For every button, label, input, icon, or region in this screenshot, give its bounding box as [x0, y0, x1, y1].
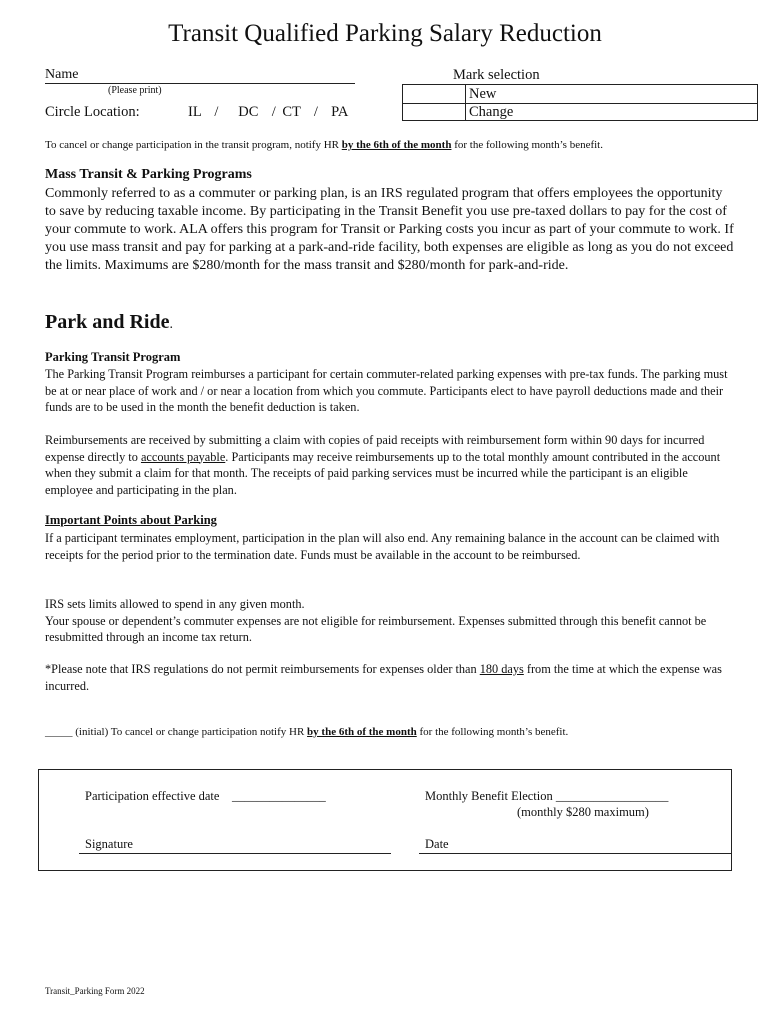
name-label: Name: [45, 67, 79, 82]
initial-tail: for the following month’s benefit.: [416, 726, 569, 738]
reimbursements-tail: . Participants may receive reimbursements up to the total monthly amount contributed in the account when they submit a claim for that month. The receipts of paid parking services must be incurred while the participant is an eligible employee and participating in the plan.: [45, 449, 721, 497]
mark-option-change-label: Change: [469, 104, 514, 120]
reimbursements-text: Reimbursements are received by submitting a claim with copies of paid receipts with reimbursement form within 90 days for incurred expense directly to: [45, 433, 705, 464]
parking-transit-heading: Parking Transit Program: [45, 350, 181, 364]
initial-acknowledgement[interactable]: [45, 724, 568, 740]
irs-limits-line: IRS sets limits allowed to spend in any given month.: [45, 597, 305, 611]
cancel-note-tail: for the following month’s benefit.: [451, 139, 603, 151]
mark-option-new-label: New: [469, 86, 497, 102]
dependents-expenses-text: Your spouse or dependent’s commuter expenses are not eligible for reimbursement. Expenses submitted through this benefit cannot be resubmitted through an income tax return.: [45, 613, 707, 645]
mark-option-change[interactable]: [403, 103, 757, 121]
page-title: Transit Qualified Parking Salary Reduction: [168, 20, 602, 47]
important-points-heading: Important Points about Parking: [45, 513, 217, 527]
date-label: Date: [425, 837, 449, 851]
signature-line[interactable]: [79, 853, 391, 854]
participation-date-blank: _______________: [231, 789, 326, 803]
cancel-note-text: To cancel or change participation in the transit program, notify HR: [45, 139, 342, 151]
monthly-maximum-note: (monthly $280 maximum): [517, 805, 649, 819]
irs-limits-paragraph: [45, 596, 735, 646]
initial-text: _____ (initial) To cancel or change participation notify HR: [45, 726, 308, 738]
important-points-body: If a participant terminates employment, participation in the plan will also end. Any remaining balance in the account can be claimed with receipts for the period prior to the termination date. Funds must be available in the account to be reimbursed.: [45, 531, 720, 562]
cancel-note: [45, 137, 603, 153]
park-and-ride-title: Park and Ride: [45, 311, 170, 333]
irs-note-paragraph: [45, 661, 735, 694]
mark-option-new[interactable]: [403, 85, 757, 104]
parking-transit-body: The Parking Transit Program reimburses a participant for certain commuter-related parking expenses with pre-tax funds. The parking must be at or near place of work and / or near a location from which you commute. Participants elect to have payroll deductions made and their funds are to be used in the month the benefit deduction is taken.: [45, 367, 728, 415]
form-footer: Transit_Parking Form 2022: [45, 986, 145, 996]
mass-transit-heading: Mass Transit & Parking Programs: [45, 167, 252, 182]
mark-selection-label: Mark selection: [453, 67, 540, 83]
mass-transit-body: Commonly referred to as a commuter or parking plan, is an IRS regulated program that offers employees the opportunity to save by reducing taxable income. By participating in the Transit Benefit you use pre-taxed dollars to pay for the cost of your commute to work. ALA offers this program for Transit or Parking costs you incur as part of your commute to work. If you use mass transit and pay for parking at a park-and-ride facility, both expenses are eligible as long as you do not exceed the limits. Maximums are $280/month for the mass transit and $280/month for park-and-ride.: [45, 186, 734, 273]
signature-label: Signature: [85, 837, 133, 851]
cancel-note-deadline: by the 6th of the month: [341, 139, 452, 151]
irs-note-tail: from the time at which the expense was incurred.: [45, 662, 722, 693]
participation-date-label: Participation effective date: [85, 789, 220, 803]
days-limit-text: 180 days: [479, 662, 524, 676]
please-print-note: (Please print): [108, 85, 162, 96]
signature-box: [38, 769, 732, 871]
mark-selection-box: [402, 84, 758, 121]
accounts-payable-text: accounts payable: [140, 449, 226, 464]
date-line[interactable]: [419, 853, 731, 854]
participation-date-field[interactable]: [85, 789, 326, 804]
circle-location-label: Circle Location:: [45, 104, 140, 120]
irs-note-text: *Please note that IRS regulations do not permit reimbursements for expenses older than: [45, 662, 480, 676]
name-input-line[interactable]: [45, 83, 355, 84]
initial-deadline: by the 6th of the month: [307, 726, 417, 738]
monthly-benefit-election-field[interactable]: Monthly Benefit Election __________________: [425, 789, 669, 803]
park-and-ride-heading: [45, 311, 173, 334]
park-and-ride-period: .: [169, 317, 173, 332]
reimbursements-paragraph: [45, 432, 735, 498]
location-options[interactable]: IL / DC / CT / PA: [188, 104, 349, 120]
